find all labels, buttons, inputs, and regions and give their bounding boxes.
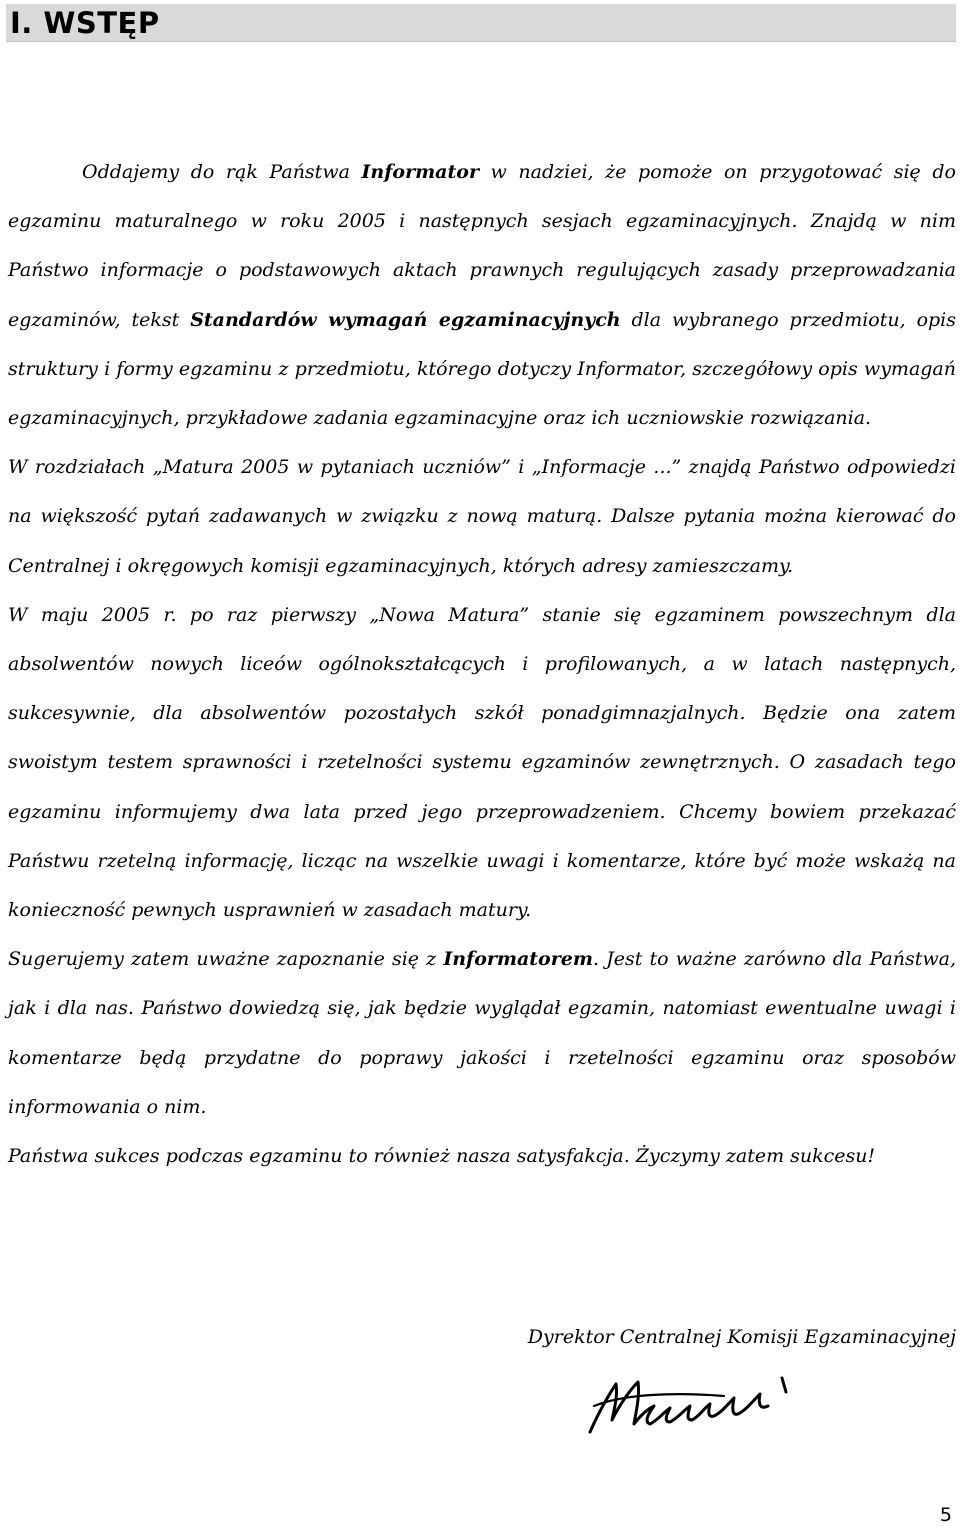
paragraph-4 — [8, 935, 956, 1132]
signatory-title: Dyrektor Centralnej Komisji Egzaminacyjnej — [527, 1326, 956, 1348]
informator-emphasis: Informator — [361, 161, 479, 183]
section-header-bar — [6, 4, 956, 42]
handwritten-signature — [584, 1370, 804, 1440]
standards-emphasis: Standardów wymagań egzaminacyjnych — [190, 308, 621, 331]
informatorem-emphasis: Informatorem — [443, 948, 593, 971]
paragraph-2: W rozdziałach „Matura 2005 w pytaniach uczniów” i „Informacje ...” znajdą Państwo odpowiedzi na większość pytań zadawanych w związku z nową maturą. Dalsze pytania można kierować do Centralnej i okręgowych komisji egzaminacyjnych, których adresy zamieszczamy. — [8, 456, 956, 577]
paragraph-1-text-c: dla wybranego przedmiotu, opis struktury i formy egzaminu z przedmiotu, którego dotyczy Informator, szczegółowy opis wymagań egzaminacyjnych, przykładowe zadania egzaminacyjne oraz ich uczniowskie rozwiązania. — [8, 308, 956, 430]
paragraph-4-text-a: Sugerujemy zatem uważne zapoznanie się z — [8, 948, 444, 971]
page-number: 5 — [939, 1504, 952, 1526]
paragraph-1 — [8, 148, 956, 443]
paragraph-1-text-b: w nadziei, że pomoże on przygotować się do egzaminu maturalnego w roku 2005 i następnych sesjach egzaminacyjnych. Znajdą w nim Państwo informacje o podstawowych aktach prawnych regulujących zasady przeprowadzania egzaminów, tekst — [8, 161, 956, 331]
paragraph-1-text-a: Oddajemy do rąk Państwa — [82, 161, 362, 183]
intro-text — [8, 148, 956, 1181]
paragraph-5: Państwa sukces podczas egzaminu to również nasza satysfakcja. Życzymy zatem sukcesu! — [8, 1145, 876, 1168]
paragraph-4-text-b: . Jest to ważne zarówno dla Państwa, jak i dla nas. Państwo dowiedzą się, jak będzie wyglądał egzamin, natomiast ewentualne uwagi i komentarze będą przydatne do poprawy jakości i rzetelności egzaminu oraz sposobów informowania o nim. — [8, 948, 956, 1118]
paragraph-3: W maju 2005 r. po raz pierwszy „Nowa Matura” stanie się egzaminem powszechnym dla absolwentów nowych liceów ogólnokształcących i profilowanych, a w latach następnych, sukcesywnie, dla absolwentów pozostałych szkół ponadgimnazjalnych. Będzie ona zatem swoistym testem sprawności i rzetelności systemu egzaminów zewnętrznych. O zasadach tego egzaminu informujemy dwa lata przed jego przeprowadzeniem. Chcemy bowiem przekazać Państwu rzetelną informację, licząc na wszelkie uwagi i komentarze, które być może wskażą na konieczność pewnych usprawnień w zasadach matury. — [8, 603, 956, 922]
section-title: I. WSTĘP — [10, 6, 160, 40]
